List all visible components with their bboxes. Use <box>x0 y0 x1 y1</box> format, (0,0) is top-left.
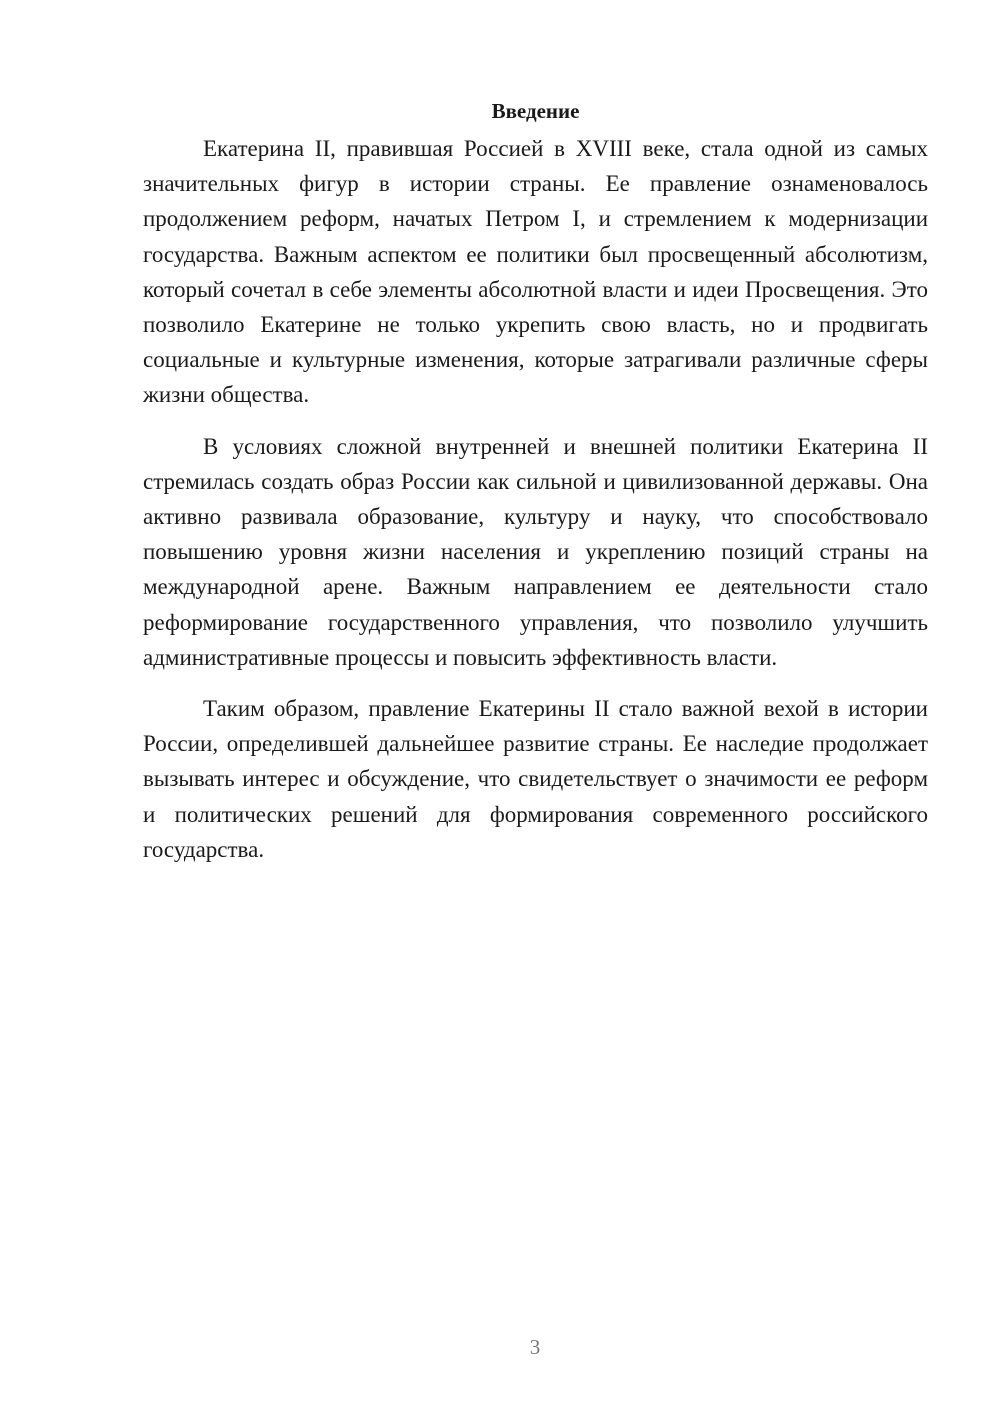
paragraph-2: В условиях сложной внутренней и внешней политики Екатерина II стремилась создать образ России как сильной и цивилизованной державы. Она активно развивала образование, культуру и науку, что способствовало повышению уровня жизни населения и укреплению позиций страны на международной арене. Важным направлением ее деятельности стало реформирование государственного управления, что позволило улучшить административные процессы и повысить эффективность власти. <box>143 433 928 670</box>
page-content <box>143 95 928 883</box>
paragraph-3: Таким образом, правление Екатерины II стало важной вехой в истории России, определившей дальнейшее развитие страны. Ее наследие продолжает вызывать интерес и обсуждение, что свидетельствует о значимости ее реформ и политических решений для формирования современного российского государства. <box>143 696 928 862</box>
page-number: 3 <box>529 1335 541 1359</box>
paragraph-1: Екатерина II, правившая Россией в XVIII веке, стала одной из самых значительных фигур в истории страны. Ее правление ознаменовалось продолжением реформ, начатых Петром I, и стремлением к модернизации государства. Важным аспектом ее политики был просвещенный абсолютизм, который сочетал в себе элементы абсолютной власти и идеи Просвещения. Это позволило Екатерине не только укрепить свою власть, но и продвигать социальные и культурные изменения, которые затрагивали различные сферы жизни общества. <box>143 136 928 408</box>
section-heading: Введение <box>491 99 580 123</box>
